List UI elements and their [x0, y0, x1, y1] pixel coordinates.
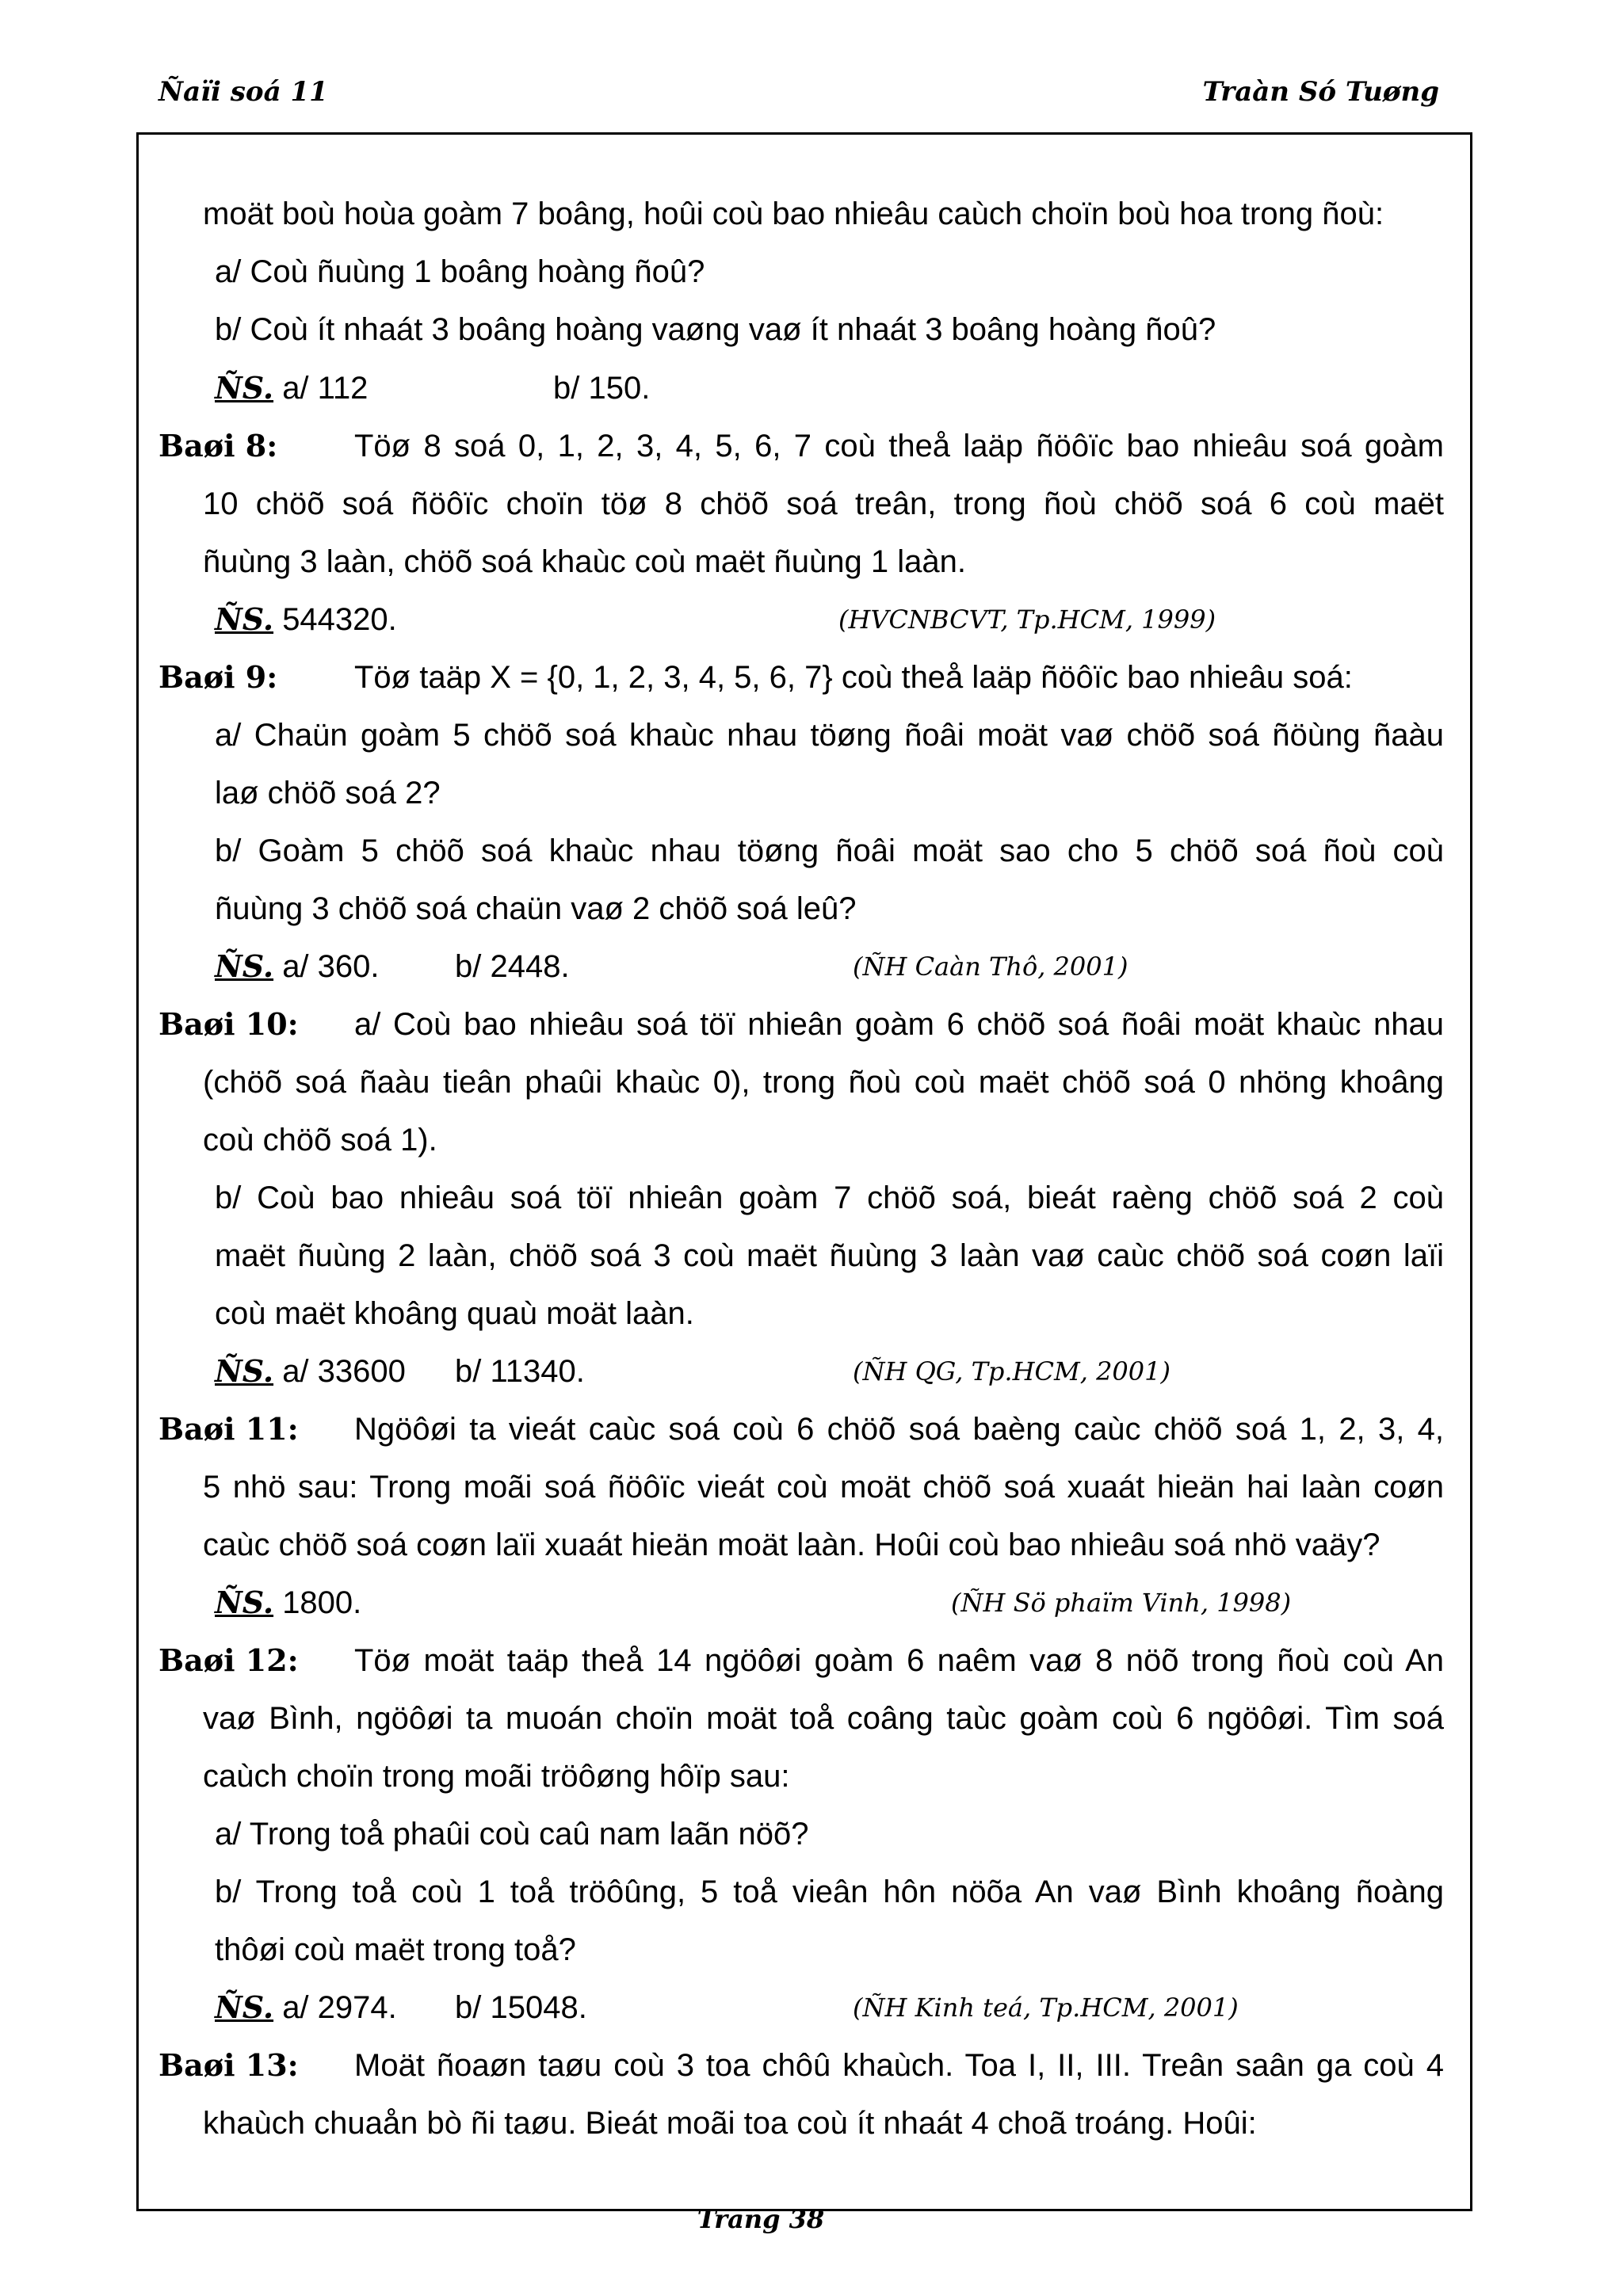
exercise-label: Baøi 12:	[158, 1642, 299, 1678]
text-line: (chöõ soá ñaàu tieân phaûi khaùc 0), trong ñoù coù maët chöõ soá 0 nhöng khoâng	[203, 1065, 1444, 1100]
answer-value: a/ 112	[282, 371, 369, 406]
source-citation: (HVCNBCVT, Tp.HCM, 1999)	[838, 605, 1216, 635]
answer-value: b/ 11340.	[455, 1354, 585, 1389]
answer-value: a/ 360.	[282, 949, 380, 984]
text-line: Töø taäp X = {0, 1, 2, 3, 4, 5, 6, 7} coù theå laäp ñöôïc bao nhieâu soá:	[354, 660, 1353, 695]
text-line: thôøi coù maët trong toå?	[215, 1932, 576, 1967]
answer-line	[215, 1581, 361, 1625]
text-line: coù chöõ soá 1).	[203, 1123, 437, 1158]
answer-label: ÑS.	[215, 370, 274, 406]
text-line: maët ñuùng 2 laàn, chöõ soá 3 coù maët ñuùng 3 laàn vaø caùc chöõ soá coøn laïi	[215, 1238, 1444, 1273]
answer-value: a/ 33600	[282, 1354, 406, 1389]
header-author: Traàn Só Tuøng	[1202, 76, 1439, 108]
text-line: a/ Coù bao nhieâu soá töï nhieân goàm 6 chöõ soá ñoâi moät khaùc nhau	[354, 1007, 1444, 1042]
text-line: 10 chöõ soá ñöôïc choïn töø 8 chöõ soá treân, trong ñoù chöõ soá 6 coù maët	[203, 486, 1444, 521]
answer-value: b/ 150.	[553, 371, 651, 406]
answer-line	[215, 1349, 406, 1394]
answer-label: ÑS.	[215, 601, 274, 637]
text-line: a/ Chaün goàm 5 chöõ soá khaùc nhau töøng ñoâi moät vaø chöõ soá ñöùng ñaàu	[215, 718, 1444, 753]
answer-label: ÑS.	[215, 1353, 274, 1389]
text-line: a/ Coù ñuùng 1 boâng hoàng ñoû?	[215, 254, 705, 289]
text-line: b/ Trong toå coù 1 toå tröôûng, 5 toå vieân hôn nöõa An vaø Bình khoâng ñoàng	[215, 1875, 1444, 1909]
text-line: laø chöõ soá 2?	[215, 776, 441, 810]
text-line: a/ Trong toå phaûi coù caû nam laãn nöõ?	[215, 1817, 809, 1852]
answer-value: b/ 2448.	[455, 949, 570, 984]
answer-line	[215, 944, 380, 989]
text-line: b/ Coù bao nhieâu soá töï nhieân goàm 7 chöõ soá, bieát raèng chöõ soá 2 coù	[215, 1180, 1444, 1215]
answer-line	[215, 1985, 397, 2030]
text-line: Töø 8 soá 0, 1, 2, 3, 4, 5, 6, 7 coù theå laäp ñöôïc bao nhieâu soá goàm	[354, 429, 1444, 463]
text-line: caùch choïn trong moãi tröôøng hôïp sau:	[203, 1759, 790, 1794]
exercise-label: Baøi 11:	[158, 1411, 299, 1447]
text-line: moät boù hoùa goàm 7 boâng, hoûi coù bao nhieâu caùch choïn boù hoa trong ñoù:	[203, 196, 1384, 231]
text-line: Moät ñoaøn taøu coù 3 toa chôû khaùch. Toa I, II, III. Treân saân ga coù 4	[354, 2048, 1444, 2083]
text-line: ñuùng 3 chöõ soá chaün vaø 2 chöõ soá leû?	[215, 891, 857, 926]
text-line: b/ Coù ít nhaát 3 boâng hoàng vaøng vaø ít nhaát 3 boâng hoàng ñoû?	[215, 312, 1216, 347]
text-line: coù maët khoâng quaù moät laàn.	[215, 1296, 694, 1331]
text-line: Ngöôøi ta vieát caùc soá coù 6 chöõ soá baèng caùc chöõ soá 1, 2, 3, 4,	[354, 1412, 1444, 1447]
exercise-label: Baøi 8:	[158, 428, 278, 463]
answer-value: 544320.	[282, 602, 397, 637]
text-line: ñuùng 3 laàn, chöõ soá khaùc coù maët ñuùng 1 laàn.	[203, 544, 966, 579]
text-line: khaùch chuaån bò ñi taøu. Bieát moãi toa coù ít nhaát 4 choã troáng. Hoûi:	[203, 2106, 1257, 2141]
exercise-label: Baøi 9:	[158, 659, 278, 695]
header-chapter: Ñaïi soá 11	[158, 76, 328, 108]
text-line: b/ Goàm 5 chöõ soá khaùc nhau töøng ñoâi moät sao cho 5 chöõ soá ñoù coù	[215, 833, 1444, 868]
exercise-label: Baøi 13:	[158, 2047, 299, 2083]
source-citation: (ÑH Caàn Thô, 2001)	[853, 952, 1128, 982]
text-line: caùc chöõ soá coøn laïi xuaát hieän moät laàn. Hoûi coù bao nhieâu soá nhö vaäy?	[203, 1527, 1381, 1562]
exercise-label: Baøi 10:	[158, 1006, 299, 1042]
answer-value: 1800.	[282, 1585, 362, 1620]
source-citation: (ÑH Kinh teá, Tp.HCM, 2001)	[853, 1993, 1239, 2023]
text-line: 5 nhö sau: Trong moãi soá ñöôïc vieát coù moät chöõ soá xuaát hieän hai laàn coøn	[203, 1470, 1444, 1505]
source-citation: (ÑH Sö phaïm Vinh, 1998)	[951, 1588, 1292, 1618]
answer-line	[215, 597, 397, 642]
answer-value: b/ 15048.	[455, 1990, 587, 2025]
answer-label: ÑS.	[215, 1585, 274, 1620]
source-citation: (ÑH QG, Tp.HCM, 2001)	[853, 1356, 1170, 1386]
page-number: Trang 38	[697, 2204, 825, 2234]
answer-line	[215, 366, 368, 410]
answer-label: ÑS.	[215, 1989, 274, 2025]
answer-label: ÑS.	[215, 948, 274, 984]
answer-value: a/ 2974.	[282, 1990, 397, 2025]
text-line: vaø Bình, ngöôøi ta muoán choïn moät toå coâng taùc goàm coù 6 ngöôøi. Tìm soá	[203, 1701, 1444, 1736]
text-line: Töø moät taäp theå 14 ngöôøi goàm 6 naêm vaø 8 nöõ trong ñoù coù An	[354, 1643, 1444, 1678]
